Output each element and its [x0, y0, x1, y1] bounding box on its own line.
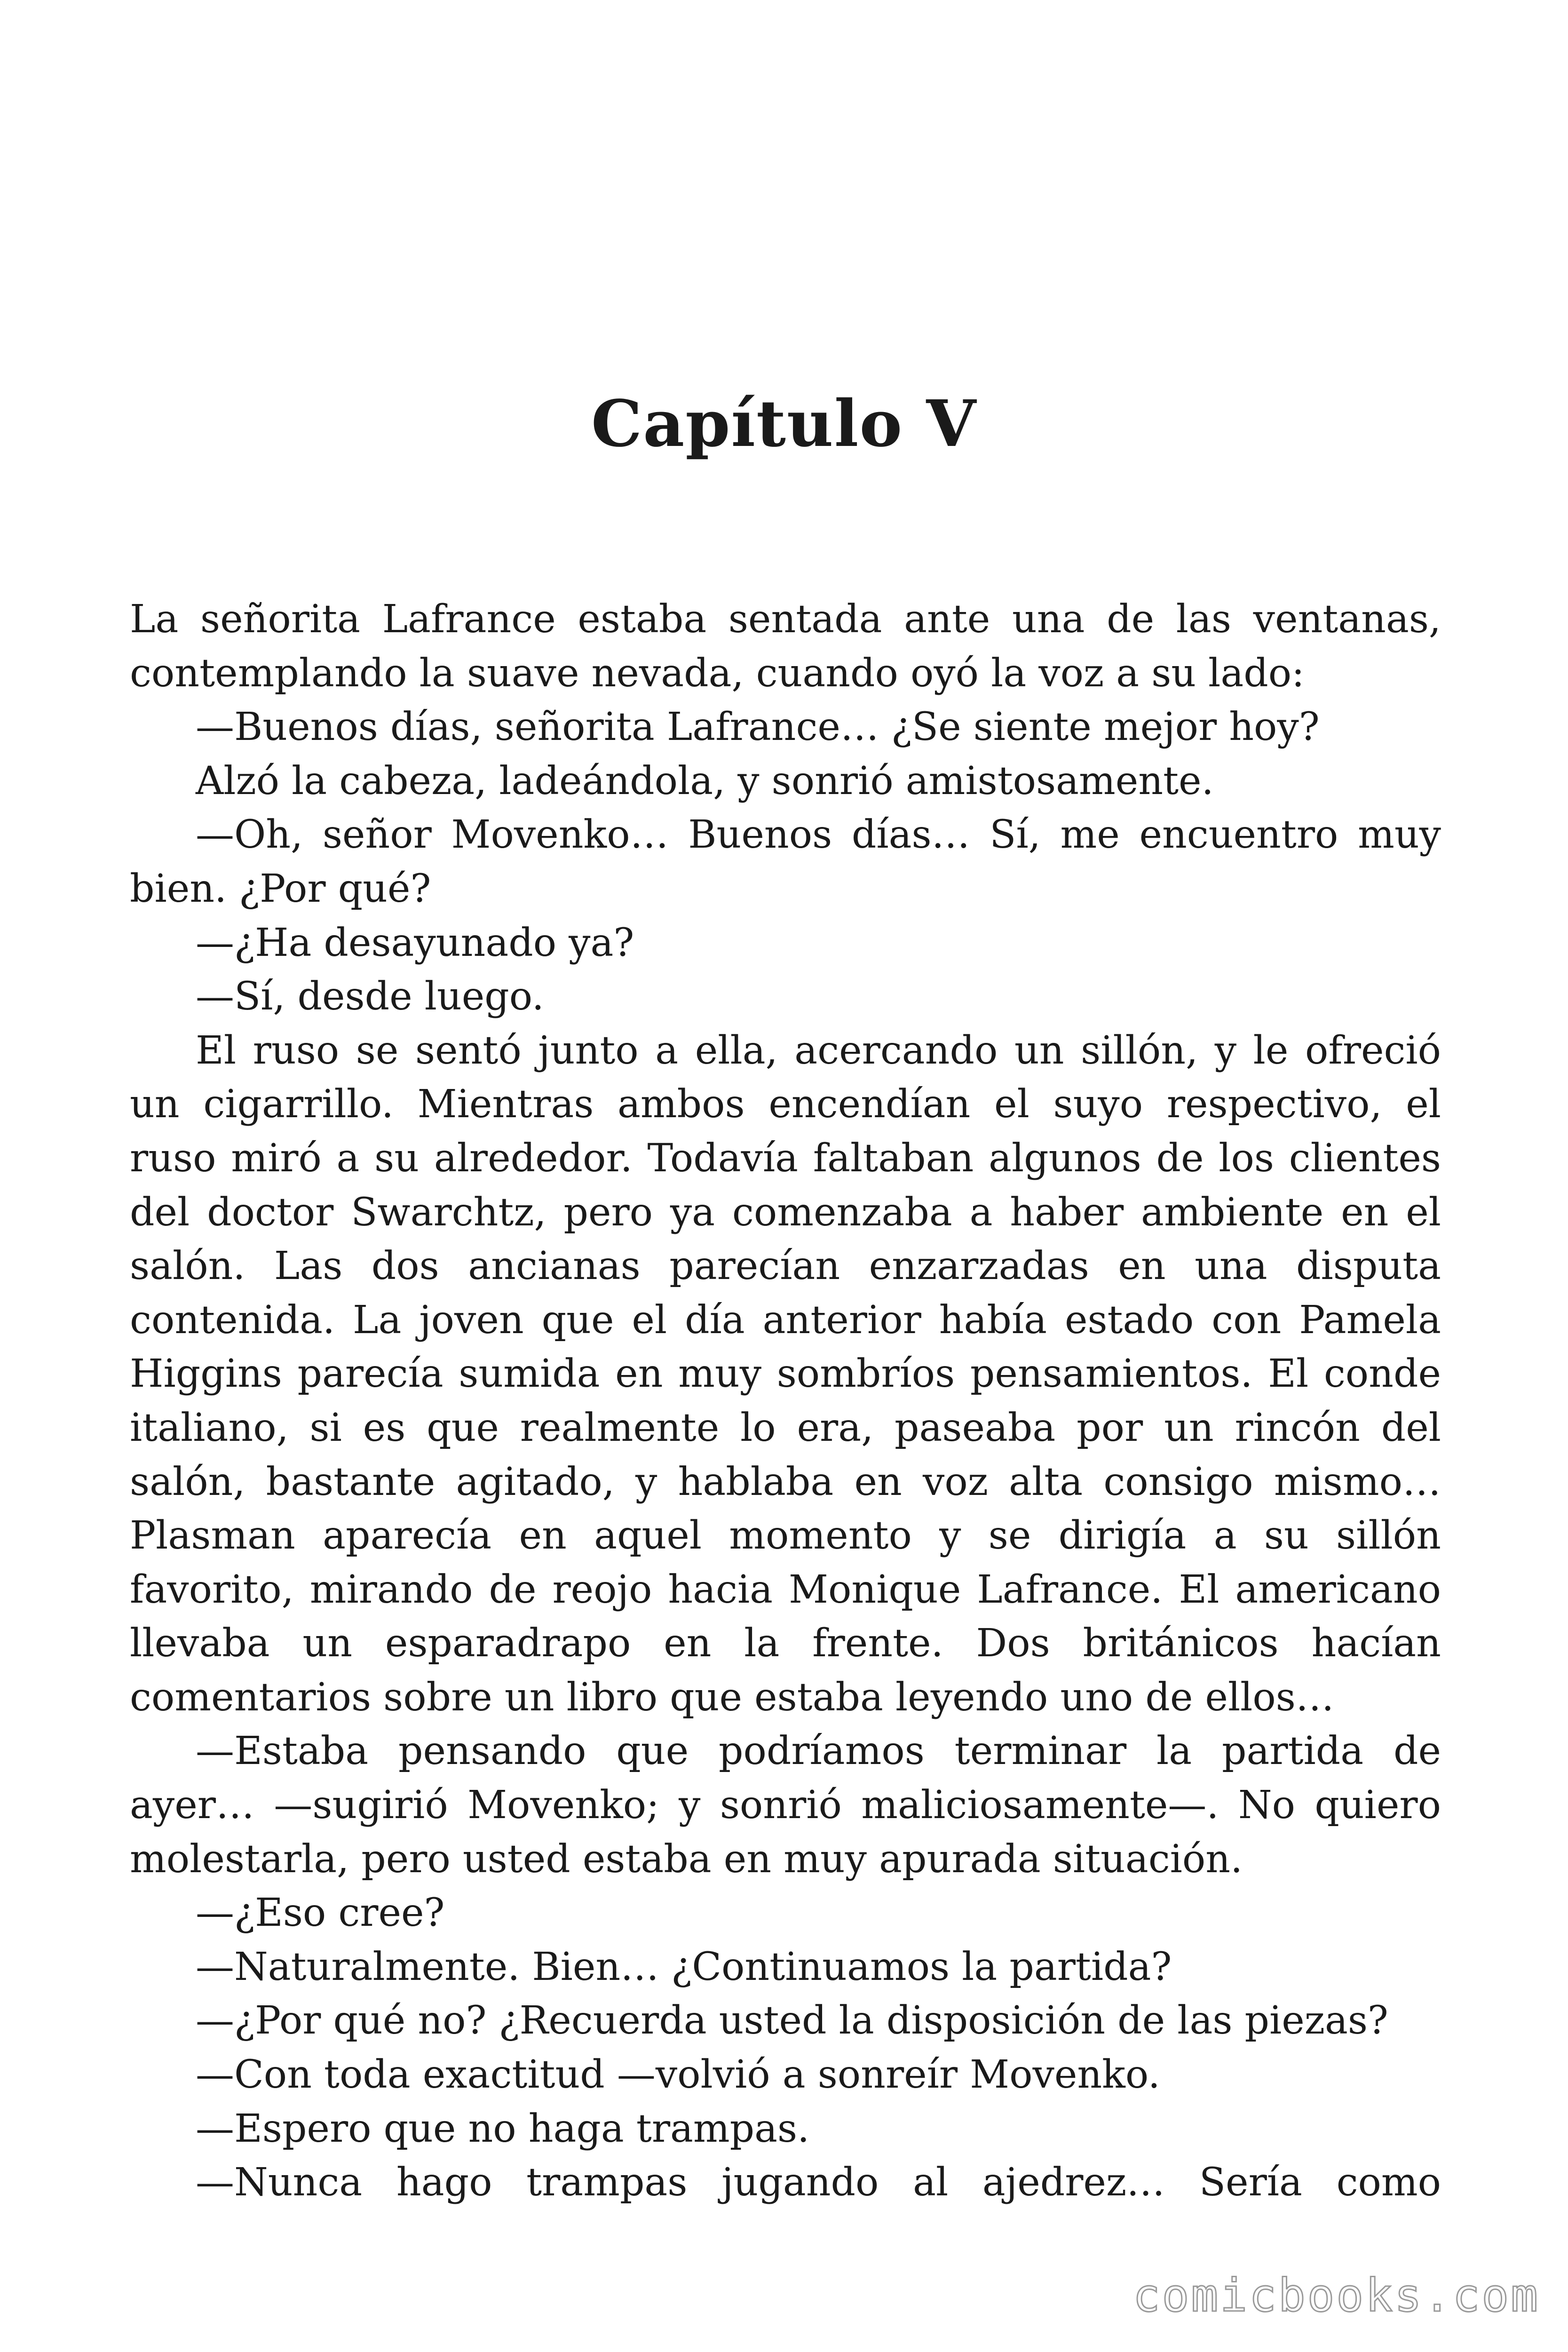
- paragraph: —¿Eso cree?: [196, 1891, 445, 1936]
- paragraph: La señorita Lafrance estaba sentada ante una de las ventanas, contemplando la suave nevada, cuando oyó la voz a su lado:: [130, 597, 1441, 696]
- watermark: comicbooks.com: [1132, 2269, 1540, 2322]
- paragraph: El ruso se sentó junto a ella, acercando un sillón, y le ofreció un cigarrillo. Mientras ambos encendían el suyo respectivo, el ruso miró a su alrededor. Todavía faltaban algunos de los clientes del doctor Swarchtz, pero ya comenzaba a haber ambiente en el salón. Las dos ancianas parecían enzarzadas en una disputa contenida. La joven que el día anterior había estado con Pamela Higgins parecía sumida en muy sombríos pensamientos. El conde italiano, si es que realmente lo era, paseaba por un rincón del salón, bastante agitado, y hablaba en voz alta consigo mismo… Plasman aparecía en aquel momento y se dirigía a su sillón favorito, mirando de reojo hacia Monique Lafrance. El americano llevaba un esparadrapo en la frente. Dos británicos hacían comentarios sobre un libro que estaba leyendo uno de ellos…: [130, 1028, 1441, 1720]
- paragraph: —¿Por qué no? ¿Recuerda usted la disposición de las piezas?: [196, 1998, 1388, 2043]
- paragraph: —¿Ha desayunado ya?: [196, 920, 634, 965]
- paragraph: Alzó la cabeza, ladeándola, y sonrió amistosamente.: [196, 758, 1214, 803]
- paragraph: —Naturalmente. Bien… ¿Continuamos la partida?: [196, 1944, 1172, 1989]
- paragraph: —Sí, desde luego.: [196, 974, 544, 1019]
- paragraph: —Espero que no haga trampas.: [196, 2106, 810, 2151]
- paragraph: —Oh, señor Movenko… Buenos días… Sí, me encuentro muy bien. ¿Por qué?: [130, 812, 1441, 911]
- chapter-title: Capítulo V: [591, 386, 977, 461]
- paragraph: —Nunca hago trampas jugando al ajedrez… Sería como: [196, 2160, 1441, 2205]
- paragraph: —Con toda exactitud —volvió a sonreír Movenko.: [196, 2052, 1160, 2098]
- chapter-body: [130, 593, 1441, 2210]
- paragraph: —Estaba pensando que podríamos terminar la partida de ayer… —sugirió Movenko; y sonrió maliciosamente—. No quiero molestarla, pero usted estaba en muy apurada situación.: [130, 1729, 1441, 1882]
- paragraph: —Buenos días, señorita Lafrance… ¿Se siente mejor hoy?: [196, 705, 1320, 750]
